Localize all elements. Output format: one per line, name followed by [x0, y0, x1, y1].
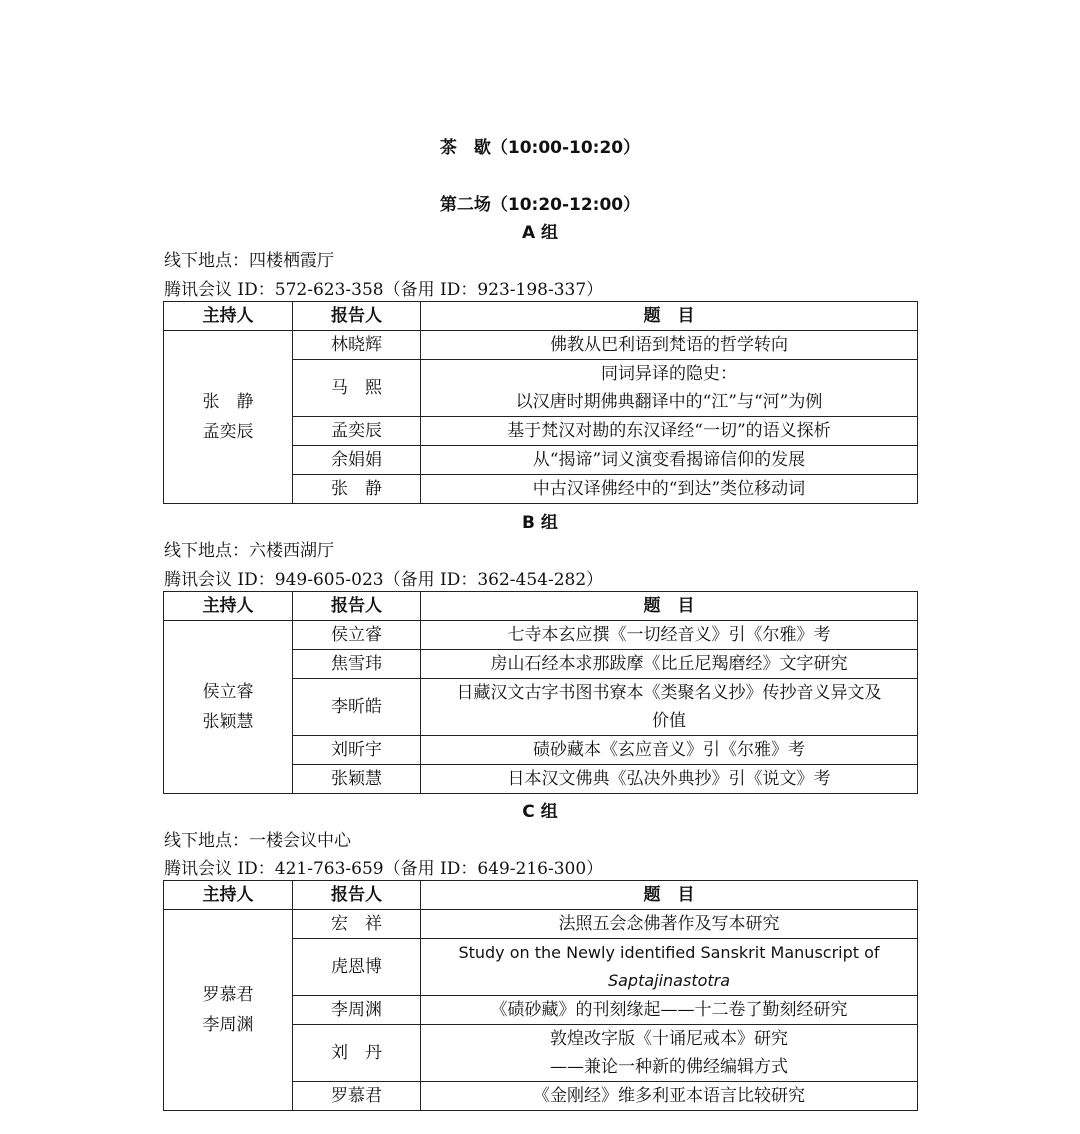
speaker-cell: 宏 祥	[293, 910, 421, 939]
speaker-cell: 张颖慧	[293, 765, 421, 794]
title-line: ——兼论一种新的佛经编辑方式	[550, 1057, 788, 1077]
host-column-header: 主持人	[164, 302, 293, 331]
title-cell	[421, 1082, 918, 1111]
tea-break-heading: 茶 歇（10:00-10:20）	[439, 138, 641, 158]
title-line: 《金刚经》维多利亚本语言比较研究	[533, 1086, 805, 1106]
group-c-location: 线下地点：一楼会议中心	[164, 831, 351, 851]
title-line: 七寺本玄应撰《一切经音义》引《尔雅》考	[507, 625, 831, 645]
title-line: 房山石经本求那跋摩《比丘尼羯磨经》文字研究	[490, 654, 848, 674]
title-line: 佛教从巴利语到梵语的哲学转向	[550, 335, 788, 355]
table-header-row	[164, 881, 918, 910]
host-name: 张 静	[202, 392, 254, 412]
title-cell	[421, 679, 918, 736]
title-cell	[421, 939, 918, 996]
host-name: 侯立睿	[202, 682, 254, 702]
host-name: 张颖慧	[202, 712, 254, 732]
speaker-cell: 罗慕君	[293, 1082, 421, 1111]
title-line: Study on the Newly identified Sanskrit Manuscript of	[458, 943, 880, 962]
table-row	[164, 331, 918, 360]
title-cell	[421, 360, 918, 417]
title-line: Saptajinastotra	[607, 971, 731, 990]
host-cell	[164, 621, 293, 794]
title-line: 以汉唐时期佛典翻译中的“江”与“河”为例	[515, 392, 823, 412]
title-cell	[421, 996, 918, 1025]
title-cell	[421, 331, 918, 360]
title-line: 价值	[652, 711, 686, 731]
title-column-header: 题 目	[421, 592, 918, 621]
title-column-header: 题 目	[421, 302, 918, 331]
host-name: 李周渊	[202, 1015, 254, 1035]
table-row	[164, 621, 918, 650]
speaker-column-header: 报告人	[293, 302, 421, 331]
title-cell	[421, 765, 918, 794]
group-c-label: C 组	[522, 802, 558, 822]
title-cell	[421, 621, 918, 650]
title-line: 同词异译的隐史：	[601, 364, 737, 384]
title-cell	[421, 650, 918, 679]
table-header-row	[164, 302, 918, 331]
host-name: 孟奕辰	[202, 422, 254, 442]
speaker-cell: 刘昕宇	[293, 736, 421, 765]
title-cell	[421, 475, 918, 504]
speaker-cell: 李昕皓	[293, 679, 421, 736]
title-cell	[421, 446, 918, 475]
title-line: 碛砂藏本《玄应音义》引《尔雅》考	[533, 740, 805, 760]
host-column-header: 主持人	[164, 592, 293, 621]
speaker-cell: 余娟娟	[293, 446, 421, 475]
group-b-table	[163, 591, 918, 794]
speaker-cell: 张 静	[293, 475, 421, 504]
title-cell	[421, 736, 918, 765]
group-b-meeting-id: 腾讯会议 ID：949-605-023（备用 ID：362-454-282）	[164, 570, 604, 590]
title-line: 法照五会念佛著作及写本研究	[558, 914, 780, 934]
title-line: 中古汉译佛经中的“到达”类位移动词	[532, 479, 806, 499]
title-line: 《碛砂藏》的刊刻缘起——十二卷了勤刻经研究	[490, 1000, 848, 1020]
table-row	[164, 910, 918, 939]
group-b-location: 线下地点：六楼西湖厅	[164, 541, 334, 561]
group-a-label: A 组	[521, 223, 559, 243]
group-b-label: B 组	[522, 513, 558, 533]
title-column-header: 题 目	[421, 881, 918, 910]
group-a-meeting-id: 腾讯会议 ID：572-623-358（备用 ID：923-198-337）	[164, 280, 604, 300]
title-line: 日藏汉文古字书图书寮本《类聚名义抄》传抄音义异文及	[456, 683, 882, 703]
host-cell	[164, 910, 293, 1111]
title-cell	[421, 910, 918, 939]
host-cell	[164, 331, 293, 504]
speaker-column-header: 报告人	[293, 881, 421, 910]
speaker-column-header: 报告人	[293, 592, 421, 621]
table-header-row	[164, 592, 918, 621]
title-line: 从“揭谛”词义演变看揭谛信仰的发展	[532, 450, 806, 470]
speaker-cell: 侯立睿	[293, 621, 421, 650]
speaker-cell: 李周渊	[293, 996, 421, 1025]
speaker-cell: 马 熙	[293, 360, 421, 417]
title-line: 日本汉文佛典《弘决外典抄》引《说文》考	[507, 769, 831, 789]
session-2-heading: 第二场（10:20-12:00）	[439, 195, 641, 215]
title-line: 基于梵汉对勘的东汉译经“一切”的语义探析	[507, 421, 831, 441]
title-cell	[421, 417, 918, 446]
speaker-cell: 孟奕辰	[293, 417, 421, 446]
host-name: 罗慕君	[202, 985, 254, 1005]
group-c-meeting-id: 腾讯会议 ID：421-763-659（备用 ID：649-216-300）	[164, 859, 604, 879]
title-cell	[421, 1025, 918, 1082]
speaker-cell: 林晓辉	[293, 331, 421, 360]
speaker-cell: 刘 丹	[293, 1025, 421, 1082]
group-c-table	[163, 880, 918, 1111]
group-a-location: 线下地点：四楼栖霞厅	[164, 251, 334, 271]
speaker-cell: 虎恩博	[293, 939, 421, 996]
host-column-header: 主持人	[164, 881, 293, 910]
title-line: 敦煌改字版《十诵尼戒本》研究	[550, 1029, 788, 1049]
speaker-cell: 焦雪玮	[293, 650, 421, 679]
group-a-table	[163, 301, 918, 504]
